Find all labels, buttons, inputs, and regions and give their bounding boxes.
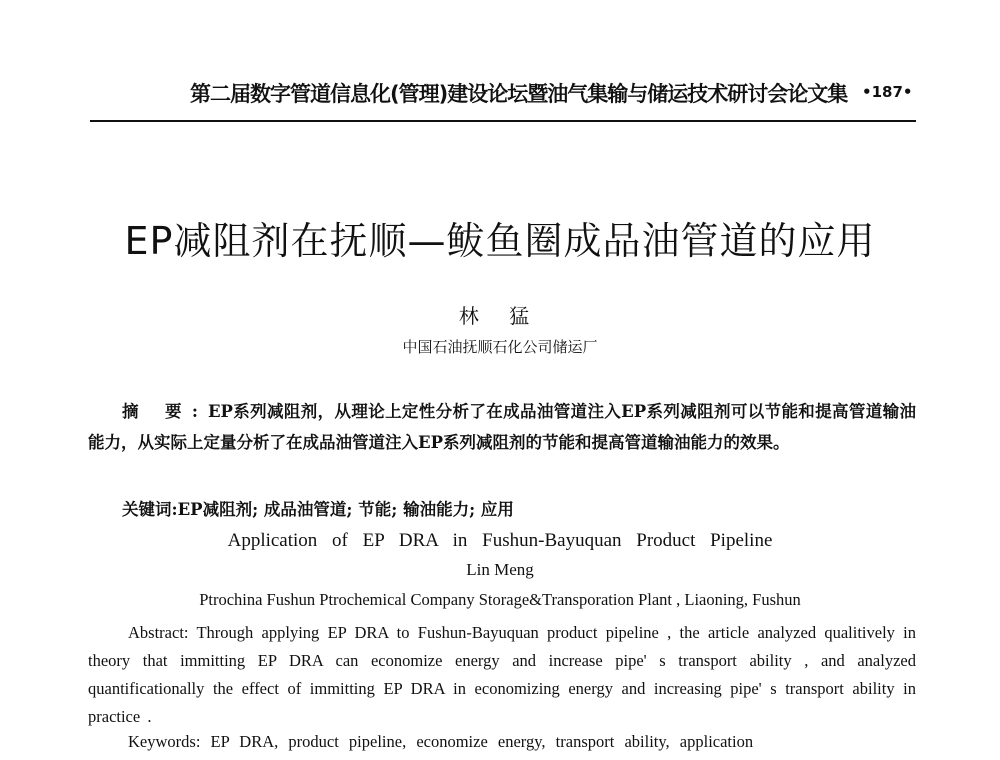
author-name-cn: 林 猛 bbox=[458, 304, 542, 328]
abstract-text-en: Through applying EP DRA to Fushun-Bayuquan product pipeline , the article analyzed qualitively in theory that immitting EP DRA can economize energy and increase pipe' s transport ability , and analyzed quantificationally the effect of immitting EP DRA in economizing energy and increasing pipe' s transport ability in practice . bbox=[88, 623, 917, 726]
abstract-label-en: Abstract: bbox=[128, 623, 189, 642]
paper-title-en: Application of EP DRA in Fushun-Bayuquan Product Pipeline bbox=[227, 530, 773, 551]
header-rule bbox=[90, 120, 916, 122]
page-number: •187• bbox=[862, 83, 913, 101]
author-name-en: Lin Meng bbox=[466, 560, 534, 579]
abstract-en bbox=[88, 619, 916, 731]
abstract-label-cn: 摘 要: bbox=[122, 402, 208, 421]
abstract-cn bbox=[88, 396, 916, 458]
keywords-en bbox=[128, 732, 918, 752]
running-header-title: 第二届数字管道信息化(管理)建设论坛暨油气集输与储运技术研讨会论文集 bbox=[190, 82, 848, 106]
keywords-text-cn: EP减阻剂; 成品油管道; 节能; 输油能力; 应用 bbox=[177, 500, 514, 519]
keywords-cn bbox=[122, 496, 912, 520]
paper-title: EP减阻剂在抚顺—鲅鱼圈成品油管道的应用 bbox=[124, 219, 876, 263]
keywords-label-en: Keywords: bbox=[128, 732, 201, 751]
keywords-text-en: EP DRA, product pipeline, economize energy, transport ability, application bbox=[210, 732, 754, 751]
affiliation-en: Ptrochina Fushun Ptrochemical Company Storage&Transporation Plant , Liaoning, Fushun bbox=[199, 590, 801, 609]
abstract-text-cn: EP系列减阻剂，从理论上定性分析了在成品油管道注入EP系列减阻剂可以节能和提高管道输油能力，从实际上定量分析了在成品油管道注入EP系列减阻剂的节能和提高管道输油能力的效果。 bbox=[88, 402, 916, 452]
affiliation-cn: 中国石油抚顺石化公司储运厂 bbox=[402, 338, 598, 356]
keywords-label-cn: 关键词: bbox=[122, 500, 178, 519]
